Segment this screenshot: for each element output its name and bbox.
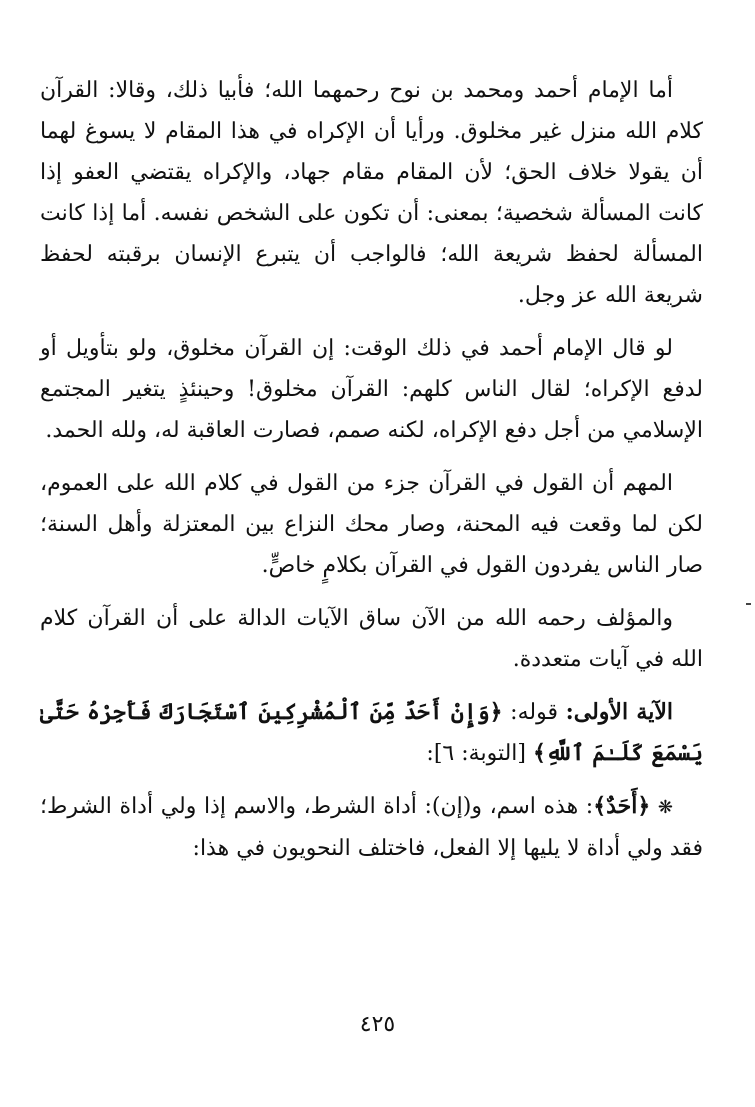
margin-mark <box>746 603 751 605</box>
quran-verse: ﴿وَإِنْ أَحَدٌ مِّنَ ٱلْمُشْرِكِينَ ٱسْتَجَارَكَ فَأَجِرْهُ حَتَّىٰ يَسْمَعَ كَلَـٰمَ ٱللَّهِ﴾ <box>40 699 703 766</box>
verse-reference: [التوبة: ٦]: <box>426 741 526 766</box>
paragraph-4: والمؤلف رحمه الله من الآن ساق الآيات الدالة على أن القرآن كلام الله في آيات متعددة. <box>40 606 703 672</box>
verse-block <box>40 692 703 774</box>
page-body <box>40 70 703 881</box>
paragraph-2: لو قال الإمام أحمد في ذلك الوقت: إن القرآن مخلوق، ولو بتأويل أو لدفع الإكراه؛ لقال الناس كلهم: القرآن مخلوق! وحينئذٍ يتغير المجتمع الإسلامي من أجل دفع الإكراه، لكنه صمم، فصارت العاقبة له، ولله الحمد. <box>40 336 703 443</box>
commentary-text: : هذه اسم، و(إن): أداة الشرط، والاسم إذا ولي أداة الشرط؛ فقد ولي أداة لا يليها إلا الفعل، فاختلف النحويون في هذا: <box>40 794 703 861</box>
commentary-term: ﴿أَحَدٌ﴾ <box>593 793 651 819</box>
paragraph-3: المهم أن القول في القرآن جزء من القول في كلام الله على العموم، لكن لما وقعت فيه المحنة، وصار محك النزاع بين المعتزلة وأهل السنة؛ صار الناس يفردون القول في القرآن بكلامٍ خاصٍّ. <box>40 471 703 578</box>
verse-intro: قوله: <box>510 700 558 725</box>
bullet-star-icon: ❋ <box>657 797 673 818</box>
commentary-paragraph <box>40 786 703 869</box>
page-number: ٤٢٥ <box>359 1012 396 1037</box>
paragraph-1: أما الإمام أحمد ومحمد بن نوح رحمهما الله؛ فأبيا ذلك، وقالا: القرآن كلام الله منزل غير مخلوق. ورأيا أن الإكراه في هذا المقام لا يسوغ لهما أن يقولا خلاف الحق؛ لأن المقام مقام جهاد، والإكراه يقتضي العفو إذا كانت المسألة شخصية؛ بمعنى: أن تكون على الشخص نفسه. أما إذا كانت المسألة لحفظ شريعة الله؛ فالواجب أن يتبرع الإنسان برقبته لحفظ شريعة الله عز وجل. <box>40 78 703 308</box>
verse-heading: الآية الأولى: <box>565 699 673 725</box>
